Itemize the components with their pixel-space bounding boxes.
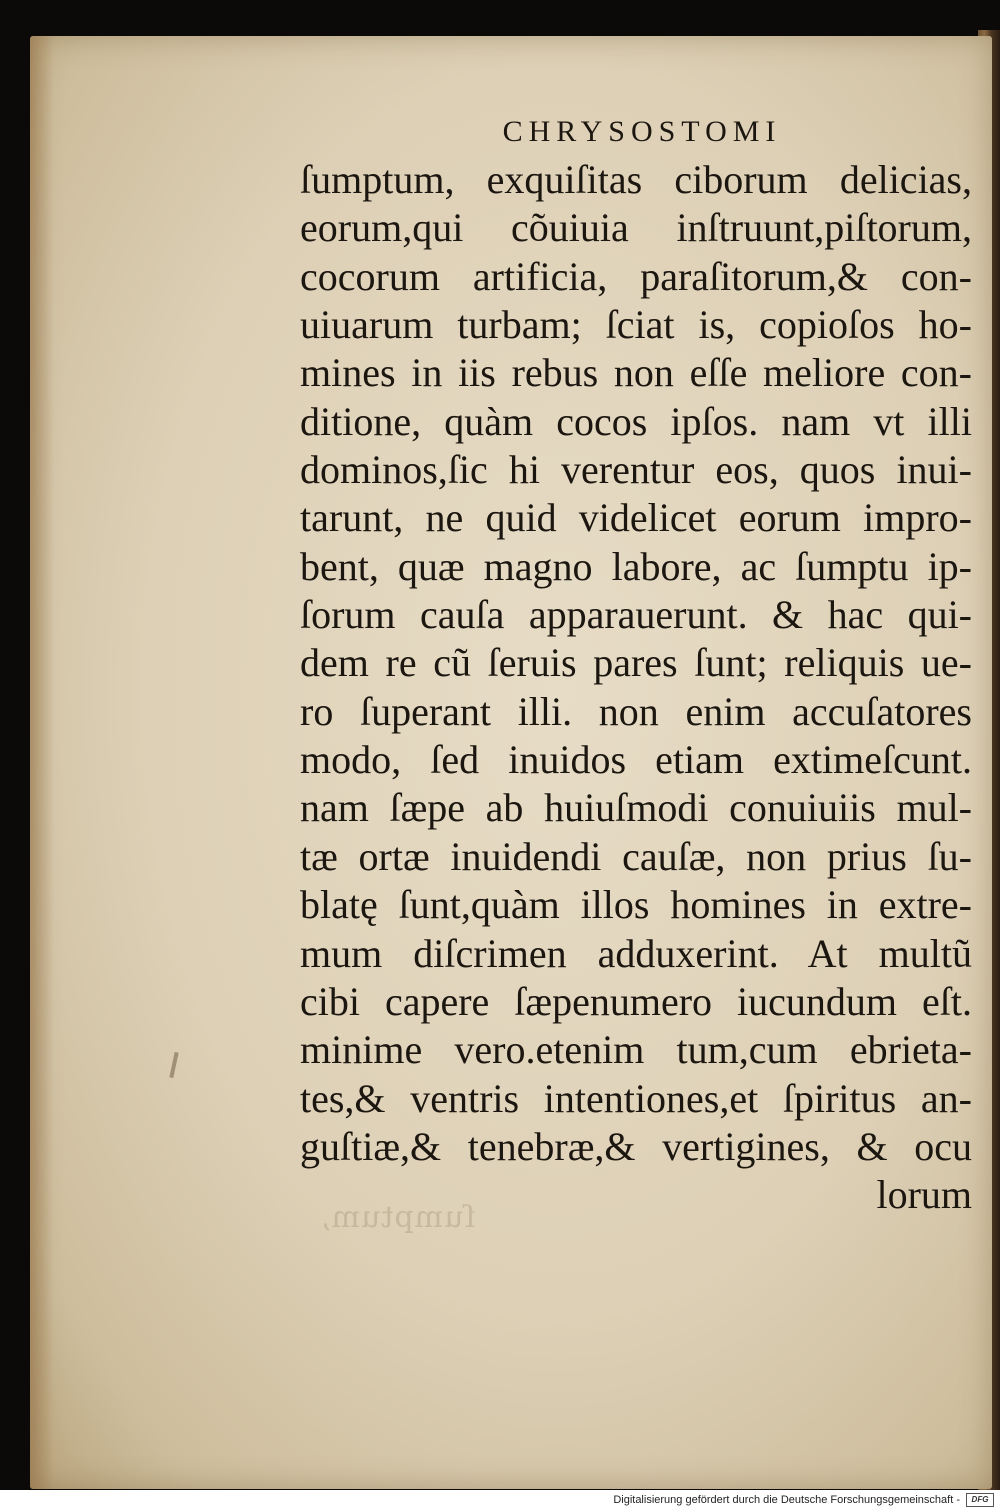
text-block [300,108,980,1220]
text-line: bent, quæ magno labore, ac ſumptu ip- [300,543,972,589]
text-line: eorum,qui cõuiuia inſtruunt,piſtorum, [300,205,972,251]
text-line: tæ ortæ inuidendi cauſæ, non prius ſu- [300,833,972,879]
text-line: ſumptum, exquiſitas ciborum delicias, [300,157,972,202]
text-line: mines in iis rebus non eſſe meliore con- [300,350,972,396]
page-edge-shadow [30,36,54,1489]
text-line: guſtiæ,& tenebræ,& vertigines, & ocu [300,1123,972,1169]
text-line: tarunt, ne quid videlicet eorum impro- [300,495,972,541]
show-through-ghost: ſumptum, [320,1200,476,1235]
text-line: mum diſcrimen adduxerint. At multũ [300,930,972,976]
text-line: minime vero.etenim tum,cum ebrieta- [300,1027,972,1073]
text-lines [300,156,980,1171]
text-line: cibi capere ſæpenumero iucundum eſt. [300,978,972,1024]
text-line: dominos,ſic hi verentur eos, quos inui- [300,447,972,493]
footer-bar [0,1490,1000,1511]
text-line: cocorum artificia, paraſitorum,& con- [300,253,972,299]
text-line: ditione, quàm cocos ipſos. nam vt illi [300,398,972,444]
text-line: ro ſuperant illi. non enim accuſatores [300,688,972,734]
catchword: lorum [876,1172,972,1218]
text-line: modo, ſed inuidos etiam extimeſcunt. [300,737,972,783]
funding-credit: Digitalisierung gefördert durch die Deutsche Forschungsgemeinschaft - [613,1494,960,1506]
text-line: uiuarum turbam; ſciat is, copioſos ho- [300,302,972,348]
text-line: ſorum cauſa apparauerunt. & hac qui- [300,592,972,638]
dfg-logo-icon: DFG [966,1493,994,1507]
running-head: CHRYSOSTOMI [502,115,782,148]
text-line: blatę ſunt,quàm illos homines in extre- [300,882,972,928]
text-line: tes,& ventris intentiones,et ſpiritus an- [300,1075,972,1121]
text-line: dem re cũ ſeruis pares ſunt; reliquis ue- [300,640,972,686]
text-line: nam ſæpe ab huiuſmodi conuiuiis mul- [300,785,972,831]
